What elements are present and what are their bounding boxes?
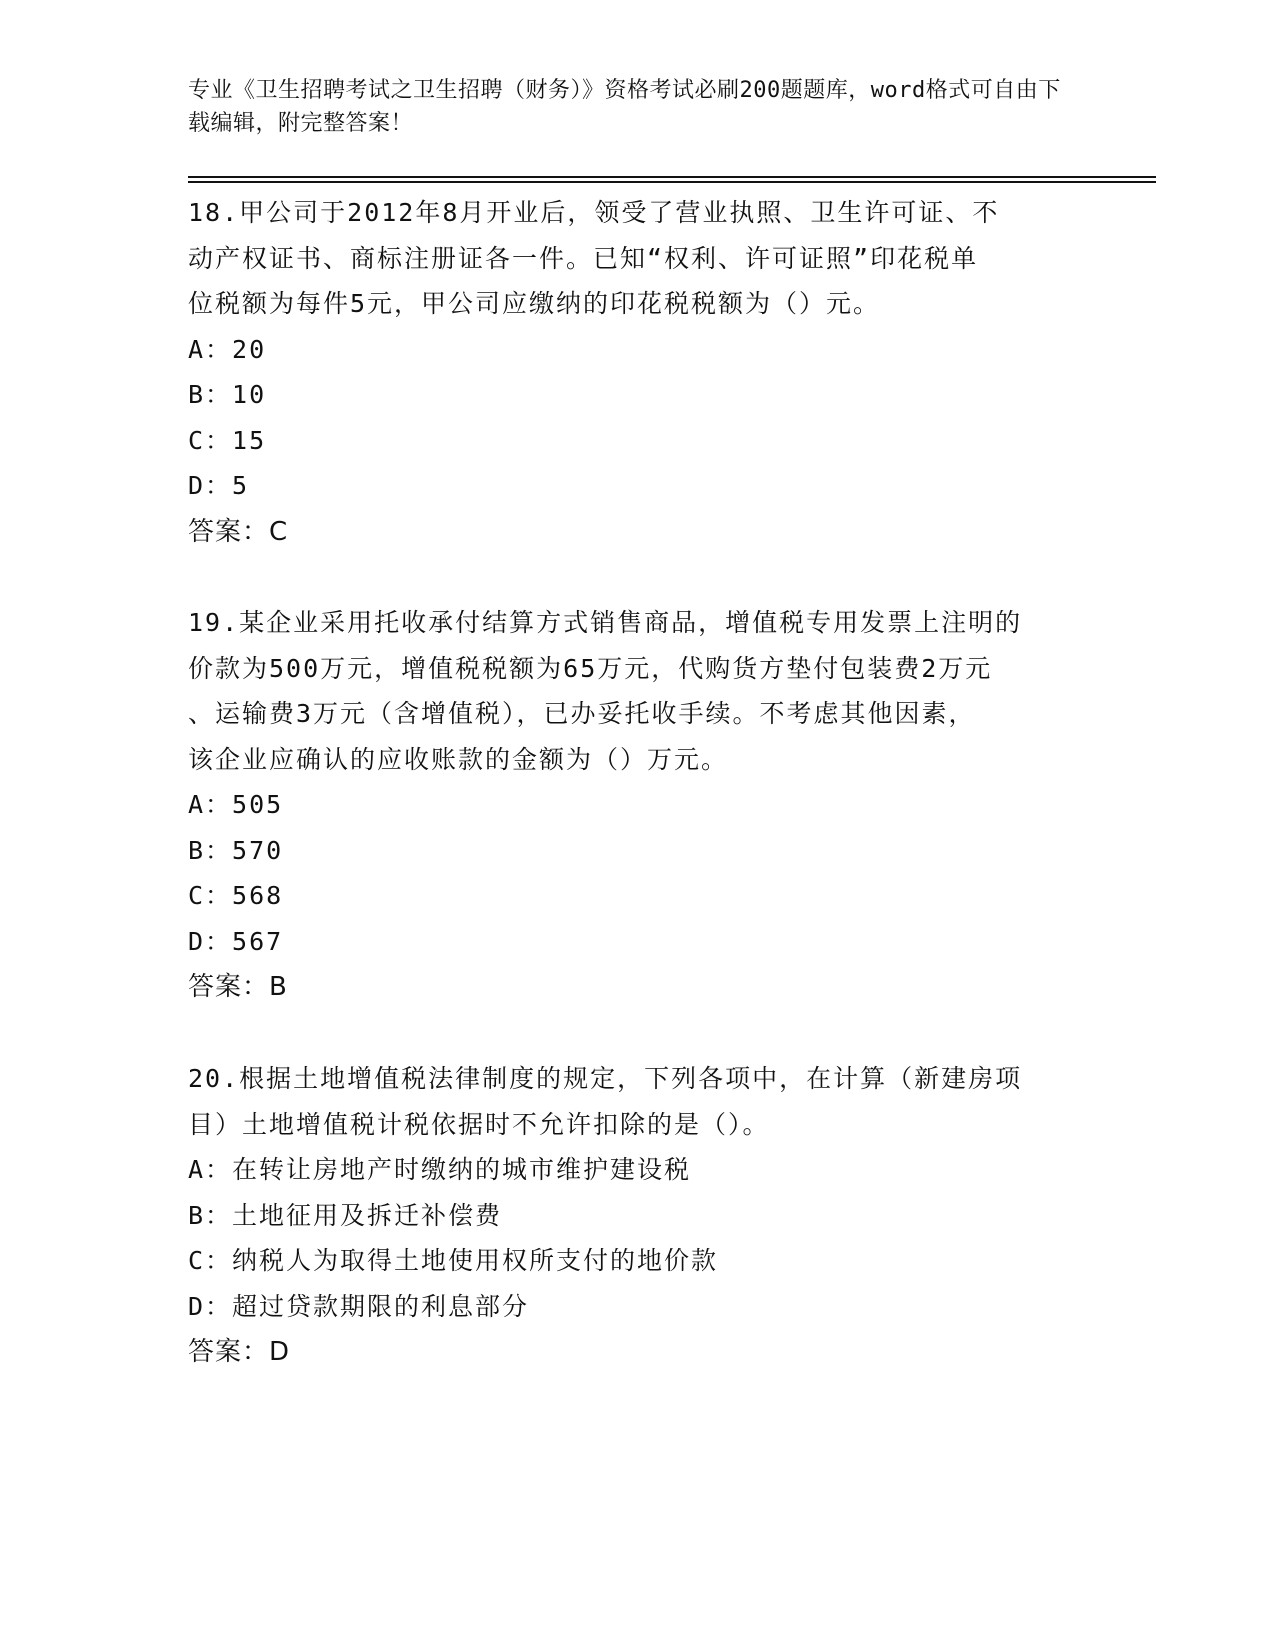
option-d: D：567 [188, 926, 284, 956]
option-b: B：土地征用及拆迁补偿费 [188, 1200, 503, 1230]
question-stem-line: 价款为500万元，增值税税额为65万元，代购货方垫付包装费2万元 [188, 653, 993, 683]
option-d: D：超过贷款期限的利息部分 [188, 1291, 530, 1321]
question-stem-line: 19.某企业采用托收承付结算方式销售商品，增值税专用发票上注明的 [188, 608, 1023, 637]
option-d: D：5 [188, 471, 250, 500]
option-b: B：570 [188, 835, 284, 865]
option-a: A：在转让房地产时缴纳的城市维护建设税 [188, 1155, 692, 1184]
question-19 [188, 600, 1088, 1010]
question-stem-line: 、运输费3万元（含增值税），已办妥托收手续。不考虑其他因素， [188, 699, 976, 728]
answer-line: 答案：D [188, 1337, 291, 1367]
option-c: C：568 [188, 881, 284, 910]
question-stem-line: 位税额为每件5元，甲公司应缴纳的印花税税额为（）元。 [188, 289, 881, 318]
answer-line: 答案：C [188, 516, 289, 547]
header-divider-top [188, 176, 1156, 178]
answer-line: 答案：B [188, 972, 288, 1002]
option-c: C：15 [188, 425, 267, 455]
option-a: A：505 [188, 790, 284, 819]
question-stem-line: 动产权证书、商标注册证各一件。已知“权利、许可证照”印花税单 [188, 243, 979, 273]
question-stem-line: 18.甲公司于2012年8月开业后，领受了营业执照、卫生许可证、不 [188, 198, 1000, 227]
option-b: B：10 [188, 380, 267, 409]
header-divider-bottom [188, 181, 1156, 183]
option-c: C：纳税人为取得土地使用权所支付的地价款 [188, 1246, 719, 1275]
question-stem-line: 目）土地增值税计税依据时不允许扣除的是（）。 [188, 1109, 770, 1139]
question-18 [188, 190, 1088, 555]
question-20 [188, 1056, 1088, 1375]
option-a: A：20 [188, 334, 267, 364]
question-stem-line: 20.根据土地增值税法律制度的规定，下列各项中，在计算（新建房项 [188, 1064, 1023, 1093]
question-stem-line: 该企业应确认的应收账款的金额为（）万元。 [188, 744, 729, 774]
document-header: 专业《卫生招聘考试之卫生招聘（财务）》资格考试必刷200题题库，word格式可自由下载编辑，附完整答案！ [188, 78, 1061, 136]
